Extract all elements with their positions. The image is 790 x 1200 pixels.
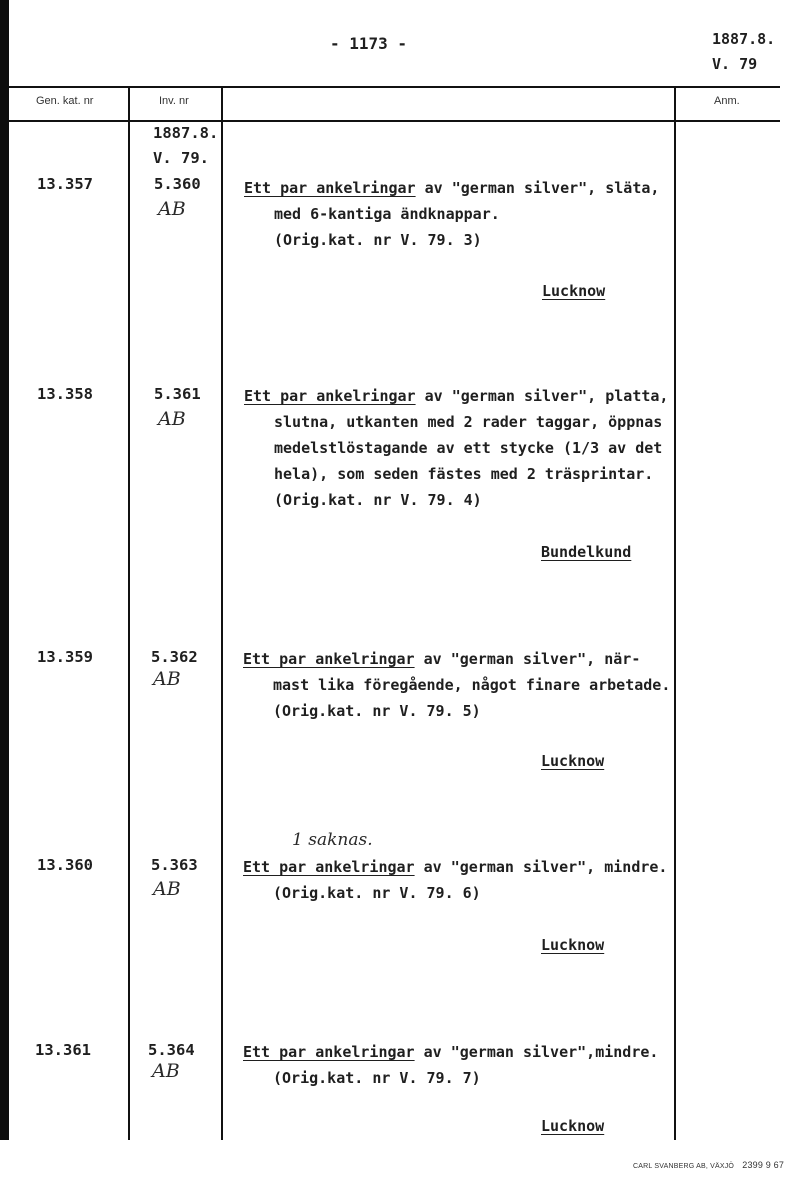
- description-line: (Orig.kat. nr V. 79. 3): [274, 231, 482, 249]
- description-line: (Orig.kat. nr V. 79. 5): [273, 702, 481, 720]
- column-divider-3: [674, 86, 676, 1140]
- inv-nr: 5.364: [148, 1041, 195, 1059]
- column-header-anm: Anm.: [714, 95, 740, 107]
- description-line: (Orig.kat. nr V. 79. 4): [274, 491, 482, 509]
- inv-nr: 5.363: [151, 856, 198, 874]
- column-header-inv-nr: Inv. nr: [159, 95, 189, 107]
- left-margin-bar: [0, 0, 9, 1140]
- inv-header-line-1: 1887.8.: [153, 124, 219, 142]
- entry-description: [244, 383, 668, 513]
- description-line: av "german silver", platta,: [424, 387, 669, 405]
- table-top-rule: [9, 86, 780, 88]
- column-divider-1: [128, 86, 130, 1140]
- place-of-origin: Bundelkund: [541, 543, 632, 561]
- printer-name: CARL SVANBERG AB, VÄXJÖ: [633, 1163, 735, 1170]
- entry-title: Ett par ankelringar: [243, 1043, 415, 1061]
- entry-title: Ett par ankelringar: [244, 179, 416, 197]
- place-of-origin: Lucknow: [541, 1117, 605, 1135]
- description-line: av "german silver", släta,: [424, 179, 660, 197]
- column-divider-2: [221, 86, 223, 1140]
- page-number: - 1173 -: [330, 34, 408, 53]
- header-reference-1: 1887.8.: [712, 30, 776, 48]
- signature-initials: AB: [158, 198, 186, 220]
- inv-nr: 5.362: [151, 648, 198, 666]
- entry-description: [244, 175, 659, 253]
- column-header-gen-kat-nr: Gen. kat. nr: [36, 95, 94, 107]
- entry-title: Ett par ankelringar: [243, 858, 415, 876]
- description-line: hela), som seden fästes med 2 träsprintar.: [274, 465, 654, 483]
- place-of-origin: Lucknow: [541, 752, 605, 770]
- description-line: (Orig.kat. nr V. 79. 7): [273, 1069, 481, 1087]
- description-line: med 6-kantiga ändknappar.: [274, 205, 500, 223]
- description-line: slutna, utkanten med 2 rader taggar, öppnas: [274, 413, 663, 431]
- entry-title: Ett par ankelringar: [243, 650, 415, 668]
- entry-description: [243, 646, 670, 724]
- gen-kat-nr: 13.358: [37, 385, 93, 403]
- signature-initials: AB: [153, 668, 181, 690]
- inv-header-line-2: V. 79.: [153, 149, 209, 167]
- header-reference-2: V. 79: [712, 55, 758, 73]
- description-line: (Orig.kat. nr V. 79. 6): [273, 884, 481, 902]
- inv-nr: 5.360: [154, 175, 201, 193]
- description-line: av "german silver", när-: [423, 650, 641, 668]
- gen-kat-nr: 13.359: [37, 648, 93, 666]
- inv-nr: 5.361: [154, 385, 201, 403]
- entry-title: Ett par ankelringar: [244, 387, 416, 405]
- place-of-origin: Lucknow: [541, 936, 605, 954]
- description-line: av "german silver",mindre.: [423, 1043, 659, 1061]
- place-of-origin: Lucknow: [542, 282, 606, 300]
- printer-imprint: [633, 1160, 784, 1170]
- description-line: mast lika föregående, något finare arbetade.: [273, 676, 671, 694]
- signature-initials: AB: [158, 408, 186, 430]
- description-line: av "german silver", mindre.: [423, 858, 668, 876]
- handwritten-note: 1 saknas.: [292, 830, 373, 850]
- gen-kat-nr: 13.361: [35, 1041, 91, 1059]
- signature-initials: AB: [152, 1060, 180, 1082]
- entry-description: [243, 854, 667, 906]
- description-line: medelstlöstagande av ett stycke (1/3 av det: [274, 439, 663, 457]
- entry-description: [243, 1039, 658, 1091]
- header-bottom-rule: [9, 120, 780, 122]
- gen-kat-nr: 13.360: [37, 856, 93, 874]
- gen-kat-nr: 13.357: [37, 175, 93, 193]
- signature-initials: AB: [153, 878, 181, 900]
- print-code: 2399 9 67: [742, 1160, 785, 1170]
